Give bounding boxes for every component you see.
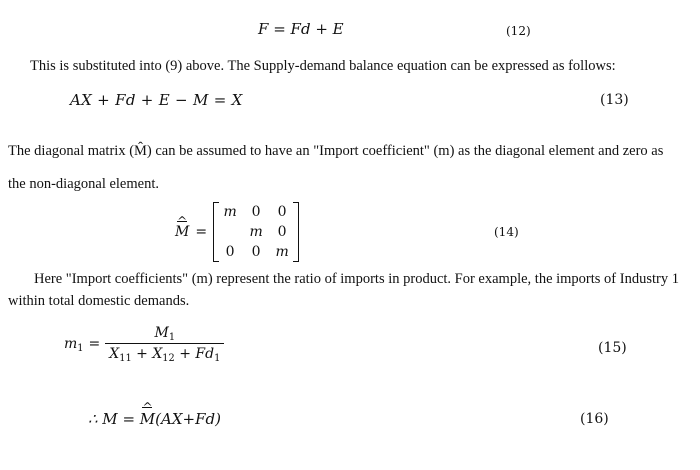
- paragraph-2-line-2: the non-diagonal element.: [8, 176, 159, 192]
- equation-15: $m_1$ = $\frac{M_1}{X_{11} + X_{12} + Fd_1}$: [64, 325, 224, 362]
- equation-13: AX + Fd + E − M = X: [70, 91, 243, 109]
- paragraph-3-line-2: within total domestic demands.: [8, 293, 190, 309]
- m-hat-symbol-16: ^ M: [139, 400, 156, 428]
- paragraph-2-line-1: The diagonal matrix (M̂) can be assumed to have an "Import coefficient" (m) as the diagonal element and zero as: [8, 143, 664, 159]
- equation-16-number: (16): [580, 411, 609, 427]
- paragraph-1: This is substituted into (9) above. The Supply-demand balance equation can be expressed as follows:: [30, 58, 616, 74]
- equation-14: ^ M = m 0 0 m 0 0 0 m: [175, 202, 299, 262]
- eq12-rhs: Fd + E: [290, 20, 344, 38]
- paragraph-3-line-1: Here "Import coefficients" (m) represent the ratio of imports in product. For example, the imports of Industry 1: [34, 271, 679, 287]
- equation-12-number: (12): [506, 24, 531, 38]
- eq15-fraction: $\frac{M_1}{X_{11} + X_{12} + Fd_1}$: [105, 325, 224, 362]
- equation-14-number: (14): [494, 225, 519, 239]
- equation-15-number: (15): [598, 340, 627, 356]
- m-hat-symbol: ^ M: [175, 214, 190, 240]
- equation-13-number: (13): [600, 92, 629, 108]
- eq15-lhs: $m_1$: [64, 335, 84, 354]
- equation-12: F = Fd + E: [258, 20, 344, 38]
- equation-16: ∴ M = ^ M(AX+Fd): [88, 400, 221, 428]
- eq12-lhs: F: [258, 20, 269, 38]
- import-coefficient-matrix: m 0 0 m 0 0 0 m: [213, 202, 299, 262]
